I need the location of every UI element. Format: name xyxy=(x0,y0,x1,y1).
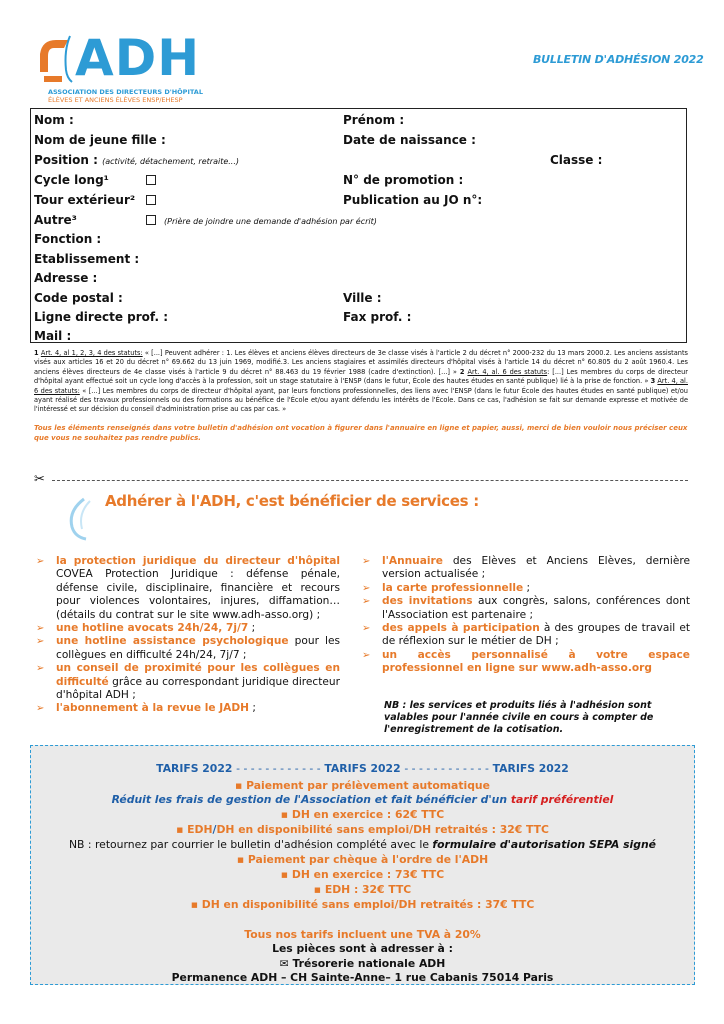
field-classe[interactable]: Classe : xyxy=(550,153,603,167)
tarif-nb xyxy=(30,838,695,851)
arrow-icon: ➢ xyxy=(36,556,45,567)
footnote-2-text: : [...] Les membres du corps de directeur d'hôpital ayant effectué soit un cycle long d'accès à la profession, soit un stage statutaire à l'ENSP (dans le futur, École des hautes études en santé publique) lié à la prise de fonction. » xyxy=(34,367,688,386)
footnote-3-ref: Art. 4, al. 6 des statuts: xyxy=(34,377,688,395)
square-bullet-icon: ▪ xyxy=(280,868,292,881)
footnote-1-text: « [...] Peuvent adhérer : 1. Les élèves et anciens élèves directeurs de 3e classe visés à l'article 2 du décret n° 2000-232 du 13 mars 2000.2. Les anciens assistants visés aux articles 16 et 20 du décret n° 69.662 du 13 juin 1969, modifié.3. Les anciens stagiaires et assimilés directeurs d'hôpital visés à l'article 14 du décret n° 60.805 du 2 août 1960.4. Les anciens élèves directeurs de 4e classe visés à l'article 9 du décret n° 88.463 du 19 février 1988 (cadre d'extinction). [...] » xyxy=(34,349,688,376)
tarif-che-edh xyxy=(30,883,695,896)
footnote-1-mark: 1 xyxy=(34,349,39,357)
page-title: BULLETIN D'ADHÉSION 2022 xyxy=(533,53,704,66)
tarif-che-dh-dispo-label: DH en disponibilité sans emploi xyxy=(201,898,395,911)
arrow-icon: ➢ xyxy=(36,663,45,675)
field-code-postal[interactable]: Code postal : xyxy=(34,291,123,305)
tarif-che-dh-exercice xyxy=(30,868,695,881)
service-text: ; xyxy=(249,702,256,715)
tarif-tresorerie: ✉ Trésorerie nationale ADH xyxy=(279,957,446,970)
logo-subtitle: ASSOCIATION DES DIRECTEURS D'HÔPITAL xyxy=(48,88,203,96)
tarif-che-dh-dispo xyxy=(30,898,695,911)
field-promotion[interactable]: N° de promotion : xyxy=(343,173,464,187)
arrow-icon: ➢ xyxy=(362,649,371,661)
tarif-pre-dh-dispo-label: DH en disponibilité sans emploi xyxy=(216,823,410,836)
footnote-3-text: « [...] Les membres du corps de directeur d'hôpital ayant, par leurs fonctions professionnelles, des liens avec l'ENSP (dans le futur École des hautes études en santé publique) et/ou ayant réalisé des travaux professionnels ou des formations au bénéfice de l'École et/ou ayant défendu les intérêts de l'École. Dans ce cas, l'adhésion se fait sur demande expresse et motivée de l'intéressé et sur décision du conseil d'administration prise au cas par cas. » xyxy=(34,386,688,414)
tarifs-dashes-2: - - - - - - - - - - - - xyxy=(404,762,489,775)
square-bullet-icon: ▪ xyxy=(235,779,247,792)
service-highlight: une hotline avocats 24h/24, 7j/7 xyxy=(56,622,249,635)
list-item xyxy=(34,662,340,702)
tarif-pre-dh-exercice xyxy=(30,808,695,821)
field-fax[interactable]: Fax prof. : xyxy=(343,310,412,324)
arrow-icon: ➢ xyxy=(362,582,371,594)
arrow-icon: ➢ xyxy=(36,623,45,635)
footnote-3-mark: 3 xyxy=(650,377,656,386)
tarif-reduit-text: Réduit les frais de gestion de l'Association et fait bénéficier d'un xyxy=(111,793,511,806)
scissors-icon: ✂ xyxy=(34,472,45,487)
field-fonction[interactable]: Fonction : xyxy=(34,232,102,246)
tarif-pre-dh-exercice-text: DH en exercice : 62€ TTC xyxy=(291,808,445,821)
tarifs-label-3: TARIFS 2022 xyxy=(492,762,569,775)
list-item xyxy=(34,635,340,662)
footnote-1-ref: Art. 4, al 1, 2, 3, 4 des statuts: xyxy=(40,349,143,357)
tarifs-header xyxy=(30,762,695,775)
service-text: ; xyxy=(248,622,256,635)
field-nom[interactable]: Nom : xyxy=(34,113,74,127)
tarif-cheque xyxy=(30,853,695,866)
service-highlight: des appels à participation xyxy=(382,622,540,635)
tarif-permanence: Permanence ADH – CH Sainte-Anne– 1 rue Cabanis 75014 Paris xyxy=(171,971,554,984)
tarifs-dashes-1: - - - - - - - - - - - - xyxy=(236,762,321,775)
field-ligne-directe[interactable]: Ligne directe prof. : xyxy=(34,310,168,324)
service-text: à des groupes de travail et de réflexion sur le métier de DH ; xyxy=(382,622,690,648)
services-title: Adhérer à l'ADH, c'est bénéficier de services : xyxy=(105,492,479,510)
service-highlight: un conseil de proximité pour les collègues en difficulté xyxy=(56,662,340,688)
services-left-list xyxy=(34,555,340,716)
service-highlight: un accès personnalisé à votre espace professionnel en ligne sur www.adh-asso.org xyxy=(382,648,690,675)
autre-note-text: (Prière de joindre une demande d'adhésion par écrit) xyxy=(164,217,377,226)
square-bullet-icon: ▪ xyxy=(313,883,325,896)
arrow-icon: ➢ xyxy=(36,703,45,715)
tarif-prelevement xyxy=(30,779,695,792)
tarifs-label-2: TARIFS 2022 xyxy=(324,762,401,775)
service-text: pour les collègues en difficulté 24h/24, 7j/7 ; xyxy=(56,635,340,661)
service-text: des Elèves et Anciens Elèves, dernière version actualisée ; xyxy=(382,555,690,581)
logo-text: ADH xyxy=(75,29,201,87)
tarifs-label-1: TARIFS 2022 xyxy=(156,762,233,775)
service-text: COVEA Protection Juridique : défense pénale, défense civile, disciplinaire, financière et recours pour violences volontaires, injures, diffamation… (détails du contrat sur le site www.adh-asso.org) ; xyxy=(56,568,340,621)
service-highlight: l'abonnement à la revue le JADH xyxy=(56,702,250,715)
field-nom-jeune-fille[interactable]: Nom de jeune fille : xyxy=(34,133,166,147)
square-bullet-icon: ▪ xyxy=(280,808,292,821)
field-adresse[interactable]: Adresse : xyxy=(34,271,98,285)
services-right-list xyxy=(360,555,690,676)
field-autre: Autre³ xyxy=(34,213,77,227)
list-item xyxy=(34,702,340,715)
logo-subtitle-2: ÉLÈVES ET ANCIENS ÉLÈVES ENSP/EHESP xyxy=(48,96,183,104)
list-item xyxy=(360,595,690,622)
field-publication[interactable]: Publication au JO n°: xyxy=(343,193,483,207)
field-date-naissance[interactable]: Date de naissance : xyxy=(343,133,476,147)
tarif-che-retraites: /DH retraités : 37€ TTC xyxy=(394,898,535,911)
list-item xyxy=(360,555,690,582)
list-item xyxy=(34,622,340,635)
tarif-pre-retraites: /DH retraités : 32€ TTC xyxy=(409,823,549,836)
services-nb: NB : les services et produits liés à l'adhésion sont valables pour l'année civile en cours à compter de l'enregistrement de la cotisation. xyxy=(384,700,654,735)
service-highlight: des invitations xyxy=(382,595,473,608)
service-text: ; xyxy=(523,581,531,594)
arrow-icon: ➢ xyxy=(36,636,45,648)
field-ville[interactable]: Ville : xyxy=(343,291,382,305)
field-cycle-long: Cycle long¹ xyxy=(34,173,109,187)
tarif-pre-edh: ▪ EDH/DH en disponibilité sans emploi/DH retraités : 32€ TTC xyxy=(176,823,549,836)
swirl-icon xyxy=(62,497,102,541)
service-highlight: l'Annuaire xyxy=(382,555,443,567)
tarif-prelevement-text: Paiement par prélèvement automatique xyxy=(246,779,490,792)
square-bullet-icon: ▪ xyxy=(190,898,202,911)
service-text: grâce au correspondant juridique directeur d'hôpital ADH ; xyxy=(56,675,340,702)
tarif-che-dh-exercice-text: DH en exercice : 73€ TTC xyxy=(291,868,445,881)
field-position-note: (activité, détachement, retraite...) xyxy=(102,157,239,166)
tarif-cheque-text: Paiement par chèque à l'ordre de l'ADH xyxy=(247,853,489,866)
field-position-label: Position : xyxy=(34,153,98,167)
checkbox-tour-exterieur[interactable] xyxy=(146,195,156,205)
autre-note xyxy=(164,213,377,229)
list-item xyxy=(360,622,690,649)
square-bullet-icon: ▪ xyxy=(176,823,188,836)
tarif-nb-text: NB : retournez par courrier le bulletin d'adhésion complété avec le xyxy=(68,838,433,851)
tarif-reduit xyxy=(30,793,695,806)
cut-line xyxy=(52,480,688,481)
square-bullet-icon: ▪ xyxy=(236,853,248,866)
footnote-2-ref: Art. 4, al. 6 des statuts xyxy=(467,367,548,376)
privacy-notice: Tous les éléments renseignés dans votre bulletin d'adhésion ont vocation à figurer dans l'annuaire en ligne et papier, aussi, merci de bien vouloir nous préciser ceux que vous ne souhaitez pas rendre publics. xyxy=(34,424,688,442)
arrow-icon: ➢ xyxy=(362,596,371,608)
footnotes xyxy=(34,349,688,415)
field-position[interactable] xyxy=(34,153,239,169)
service-highlight: une hotline assistance psychologique xyxy=(56,635,289,648)
arrow-icon: ➢ xyxy=(362,623,371,635)
footnote-2-mark: 2 xyxy=(459,367,465,376)
tarif-che-edh-text: EDH : 32€ TTC xyxy=(324,883,412,896)
tarif-pre-edh-label: EDH xyxy=(187,823,213,836)
checkbox-autre[interactable] xyxy=(146,215,156,225)
list-item xyxy=(34,555,340,622)
service-highlight: la protection juridique du directeur d'hôpital xyxy=(56,555,340,567)
tarif-nb-bold: formulaire d'autorisation SEPA signé xyxy=(432,838,656,851)
service-highlight: la carte professionnelle xyxy=(382,581,524,594)
checkbox-cycle-long[interactable] xyxy=(146,175,156,185)
service-text: aux congrès, salons, conférences dont l'Association est partenaire ; xyxy=(382,595,690,621)
field-tour-exterieur: Tour extérieur² xyxy=(34,193,136,207)
tarif-tva: Tous nos tarifs incluent une TVA à 20% xyxy=(244,928,481,941)
field-etablissement[interactable]: Etablissement : xyxy=(34,252,140,266)
field-mail[interactable]: Mail : xyxy=(34,329,72,343)
list-item xyxy=(360,582,690,595)
arrow-icon: ➢ xyxy=(362,556,371,567)
list-item xyxy=(360,649,690,676)
field-prenom[interactable]: Prénom : xyxy=(343,113,405,127)
tarif-pieces: Les pièces sont à adresser à : xyxy=(272,942,453,955)
tarif-reduit-highlight: tarif préférentiel xyxy=(510,793,614,806)
